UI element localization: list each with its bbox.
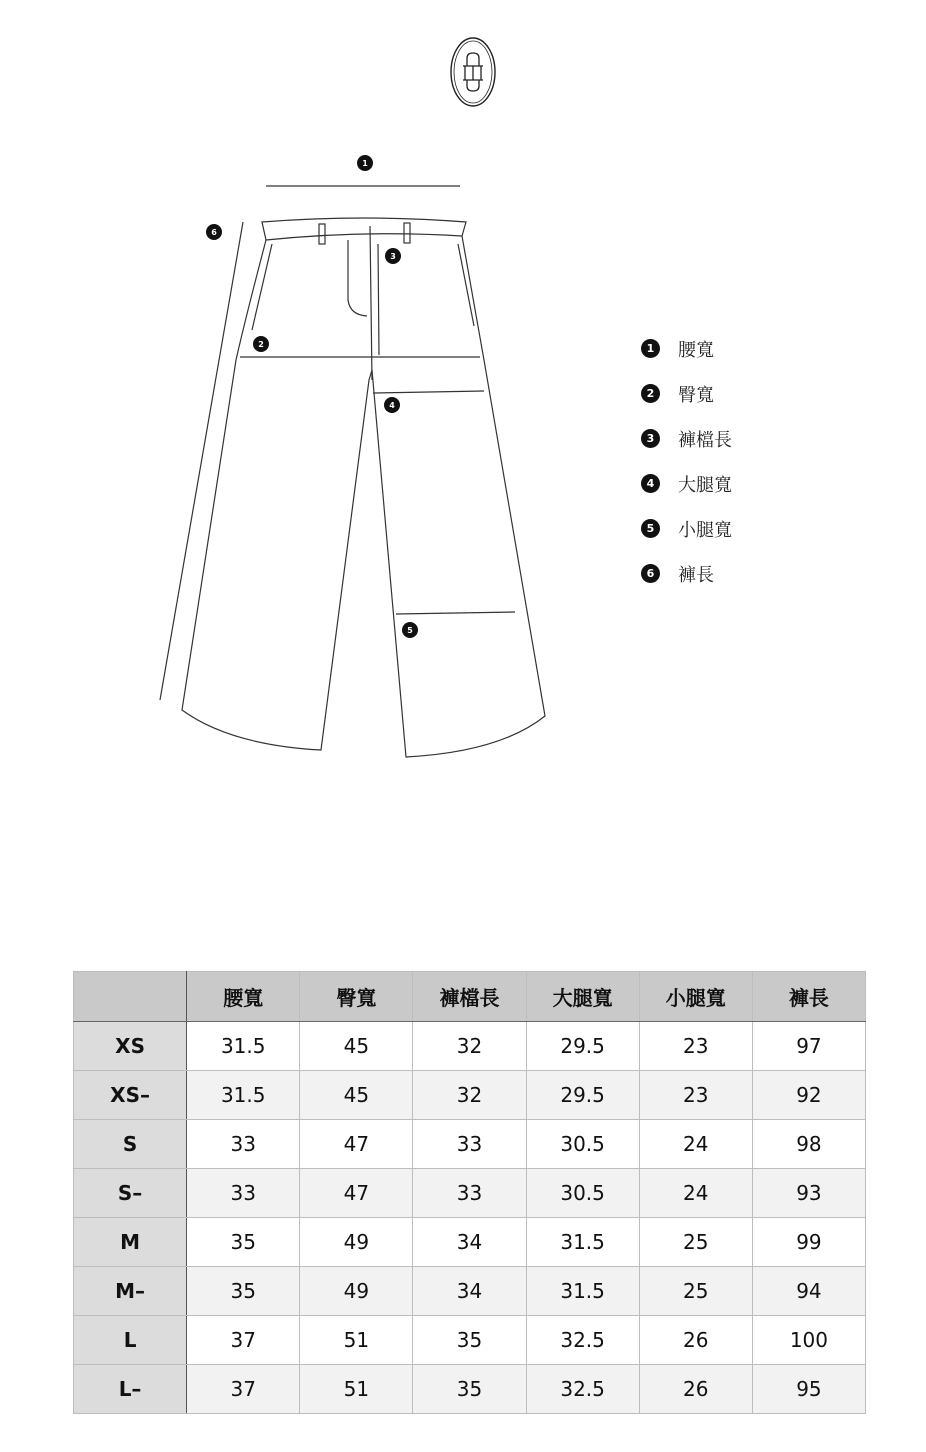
marker-6-label: 6 bbox=[211, 228, 217, 237]
measurement-cell: 92 bbox=[752, 1071, 865, 1120]
measurement-cell: 45 bbox=[300, 1071, 413, 1120]
measurement-cell: 93 bbox=[752, 1169, 865, 1218]
column-header: 臀寬 bbox=[300, 972, 413, 1022]
measurement-cell: 26 bbox=[639, 1365, 752, 1414]
legend-label: 小腿寬 bbox=[678, 519, 732, 541]
measurement-cell: 51 bbox=[300, 1316, 413, 1365]
trouser-outline bbox=[182, 236, 545, 757]
legend-number: 5 bbox=[641, 519, 660, 538]
legend-item bbox=[641, 461, 841, 506]
measurement-cell: 23 bbox=[639, 1071, 752, 1120]
legend-item bbox=[641, 326, 841, 371]
measurement-cell: 33 bbox=[413, 1120, 526, 1169]
measurement-cell: 25 bbox=[639, 1218, 752, 1267]
measurement-cell: 51 bbox=[300, 1365, 413, 1414]
measurement-cell: 98 bbox=[752, 1120, 865, 1169]
length-measure-line bbox=[160, 222, 243, 700]
table-row bbox=[74, 1169, 866, 1218]
fly-stitch bbox=[348, 240, 367, 316]
brand-logo bbox=[449, 36, 497, 108]
measurement-cell: 32 bbox=[413, 1022, 526, 1071]
trouser-diagram bbox=[150, 150, 550, 765]
measurement-cell: 30.5 bbox=[526, 1169, 639, 1218]
table-row bbox=[74, 1267, 866, 1316]
measurement-cell: 30.5 bbox=[526, 1120, 639, 1169]
measurement-cell: 49 bbox=[300, 1218, 413, 1267]
table-row bbox=[74, 1120, 866, 1169]
measurement-cell: 32.5 bbox=[526, 1365, 639, 1414]
measurement-cell: 34 bbox=[413, 1218, 526, 1267]
column-header: 褲長 bbox=[752, 972, 865, 1022]
measurement-cell: 23 bbox=[639, 1022, 752, 1071]
size-label-cell: XS– bbox=[74, 1071, 187, 1120]
marker-4-label: 4 bbox=[389, 401, 395, 410]
legend-number: 1 bbox=[641, 339, 660, 358]
measurement-cell: 29.5 bbox=[526, 1022, 639, 1071]
legend-label: 大腿寬 bbox=[678, 474, 732, 496]
measurement-cell: 32.5 bbox=[526, 1316, 639, 1365]
measurement-cell: 35 bbox=[413, 1365, 526, 1414]
measurement-cell: 37 bbox=[187, 1316, 300, 1365]
column-header: 小腿寬 bbox=[639, 972, 752, 1022]
measurement-cell: 34 bbox=[413, 1267, 526, 1316]
measurement-cell: 47 bbox=[300, 1169, 413, 1218]
legend-label: 腰寬 bbox=[678, 339, 714, 361]
marker-3-label: 3 bbox=[390, 252, 396, 261]
size-chart-table bbox=[73, 971, 866, 1414]
measurement-cell: 99 bbox=[752, 1218, 865, 1267]
size-label-cell: L bbox=[74, 1316, 187, 1365]
size-label-cell: M– bbox=[74, 1267, 187, 1316]
size-label-cell: XS bbox=[74, 1022, 187, 1071]
size-label-cell: M bbox=[74, 1218, 187, 1267]
column-header: 大腿寬 bbox=[526, 972, 639, 1022]
measurement-cell: 24 bbox=[639, 1169, 752, 1218]
table-row bbox=[74, 1218, 866, 1267]
legend-label: 褲檔長 bbox=[678, 429, 732, 451]
legend-label: 臀寬 bbox=[678, 384, 714, 406]
table-row bbox=[74, 1316, 866, 1365]
measurement-cell: 35 bbox=[187, 1218, 300, 1267]
table-row bbox=[74, 1071, 866, 1120]
measurement-cell: 33 bbox=[187, 1120, 300, 1169]
size-label-cell: L– bbox=[74, 1365, 187, 1414]
measurement-cell: 24 bbox=[639, 1120, 752, 1169]
legend-item bbox=[641, 416, 841, 461]
legend-number: 3 bbox=[641, 429, 660, 448]
measurement-legend bbox=[641, 326, 841, 596]
measurement-cell: 95 bbox=[752, 1365, 865, 1414]
measurement-cell: 49 bbox=[300, 1267, 413, 1316]
calf-measure-line bbox=[396, 612, 515, 614]
measurement-cell: 37 bbox=[187, 1365, 300, 1414]
legend-label: 褲長 bbox=[678, 564, 714, 586]
legend-item bbox=[641, 506, 841, 551]
measurement-cell: 26 bbox=[639, 1316, 752, 1365]
size-label-cell: S bbox=[74, 1120, 187, 1169]
column-header: 腰寬 bbox=[187, 972, 300, 1022]
legend-item bbox=[641, 551, 841, 596]
measurement-cell: 29.5 bbox=[526, 1071, 639, 1120]
marker-5-label: 5 bbox=[407, 626, 413, 635]
column-header: 褲檔長 bbox=[413, 972, 526, 1022]
measurement-cell: 33 bbox=[187, 1169, 300, 1218]
measurement-cell: 25 bbox=[639, 1267, 752, 1316]
measurement-cell: 47 bbox=[300, 1120, 413, 1169]
measurement-cell: 45 bbox=[300, 1022, 413, 1071]
measurement-cell: 32 bbox=[413, 1071, 526, 1120]
waistband bbox=[262, 218, 466, 240]
thigh-measure-line bbox=[373, 391, 484, 393]
measurement-cell: 35 bbox=[187, 1267, 300, 1316]
legend-number: 6 bbox=[641, 564, 660, 583]
size-label-cell: S– bbox=[74, 1169, 187, 1218]
measurement-cell: 33 bbox=[413, 1169, 526, 1218]
table-row bbox=[74, 1365, 866, 1414]
table-corner-cell bbox=[74, 972, 187, 1022]
measurement-cell: 31.5 bbox=[187, 1071, 300, 1120]
table-header-row bbox=[74, 972, 866, 1022]
belt-loop-left bbox=[319, 224, 325, 244]
measurement-cell: 31.5 bbox=[526, 1218, 639, 1267]
measurement-cell: 97 bbox=[752, 1022, 865, 1071]
table-row bbox=[74, 1022, 866, 1071]
measurement-cell: 31.5 bbox=[526, 1267, 639, 1316]
measurement-cell: 31.5 bbox=[187, 1022, 300, 1071]
measurement-cell: 94 bbox=[752, 1267, 865, 1316]
marker-1-label: 1 bbox=[362, 159, 368, 168]
measurement-cell: 100 bbox=[752, 1316, 865, 1365]
belt-loop-right bbox=[404, 223, 410, 243]
legend-number: 4 bbox=[641, 474, 660, 493]
legend-item bbox=[641, 371, 841, 416]
measurement-cell: 35 bbox=[413, 1316, 526, 1365]
legend-number: 2 bbox=[641, 384, 660, 403]
marker-2-label: 2 bbox=[258, 340, 264, 349]
